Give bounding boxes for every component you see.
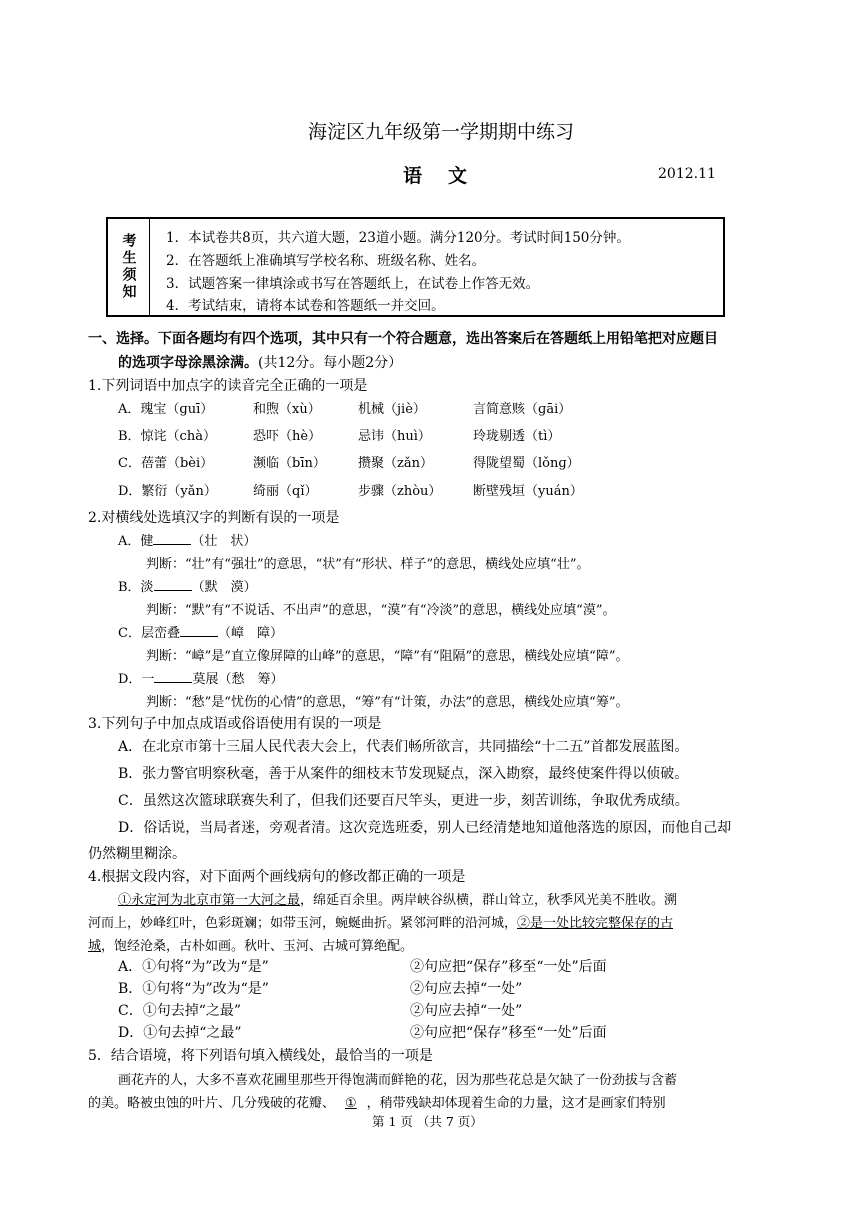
subject-title: 语文 xyxy=(403,165,494,187)
q2-judge-b: 判断：“默”有“不说话、不出声”的意思，“漠”有“冷淡”的意思，横线处应填“漠”。 xyxy=(146,603,616,618)
q4-option-c1: C．①句去掉“之最” xyxy=(118,1003,242,1019)
q5-passage-line1: 画花卉的人，大多不喜欢花圃里那些开得饱满而鲜艳的花，因为那些花总是欠缺了一份劲拔与含蓄 xyxy=(118,1073,678,1088)
q5-blank-number: ① xyxy=(345,1096,357,1111)
question-3-stem: 3.下列句子中加点成语或俗语使用有误的一项是 xyxy=(88,716,382,732)
q4-passage-line1 xyxy=(118,889,677,908)
q5-blank-1 xyxy=(335,1096,367,1111)
q1-option-a4: 言简意赅（ɡāi） xyxy=(473,402,572,417)
question-4-stem: 4.根据文段内容，对下面两个画线病句的修改都正确的一项是 xyxy=(88,869,466,885)
q2-option-c-pre: C．层峦叠 xyxy=(118,626,180,641)
page-footer: 第 1 页 （共 7 页） xyxy=(372,1114,483,1129)
q1-option-a3: 机械（jiè） xyxy=(358,402,426,417)
q2-option-d-pre: D．一 xyxy=(118,672,155,687)
answer-blank xyxy=(153,531,191,545)
q1-option-a2: 和煦（xù） xyxy=(253,402,321,417)
q2-option-a-post: （壮 状） xyxy=(191,534,257,549)
q5-passage-text: 的美。略被虫蚀的叶片、几分残破的花瓣、 xyxy=(88,1096,336,1111)
notice-item: 4．考试结束，请将本试卷和答题纸一并交回。 xyxy=(166,298,445,314)
q2-judge-c: 判断：“嶂”是“直立像屏障的山峰”的意思，“障”有“阻隔”的意思，横线处应填“障”。 xyxy=(146,649,629,664)
notice-label: 考生须知 xyxy=(120,233,137,301)
q4-passage-line3 xyxy=(88,935,413,954)
notice-box xyxy=(106,217,725,317)
q1-option-c2: 濒临（bīn） xyxy=(253,456,326,471)
q1-option-d2: 绮丽（qǐ） xyxy=(253,484,318,499)
q4-option-b1: B．①句将“为”改为“是” xyxy=(118,981,269,997)
q1-option-d4: 断壁残垣（yuán） xyxy=(473,484,583,499)
q4-option-c2: ②句应去掉“一处” xyxy=(410,1003,523,1019)
exam-title: 海淀区九年级第一学期期中练习 xyxy=(308,121,575,143)
q4-option-d1: D．①句去掉“之最” xyxy=(118,1025,242,1041)
q2-option-d-post: 莫展（愁 筹） xyxy=(192,672,284,687)
section-heading: 一、选择。下面各题均有四个选项，其中只有一个符合题意，选出答案后在答题纸上用铅笔把对应题目 xyxy=(88,331,718,347)
q5-passage-text: ，稍带残缺却体现着生命的力量，这才是画家们特别 xyxy=(366,1096,666,1111)
q4-passage-text: ，绵延百余里。两岸峡谷纵横，群山耸立，秋季风光美不胜收。溯 xyxy=(300,893,678,908)
q2-option-c xyxy=(118,622,283,641)
q4-passage-text: 河而上，妙峰红叶，色彩斑斓；如带玉河，蜿蜒曲折。紧邻河畔的沿河城， xyxy=(88,916,518,931)
q1-option-b1: B．惊诧（chà） xyxy=(118,429,216,444)
notice-item: 1．本试卷共8页，共六道大题，23道小题。满分120分。考试时间150分钟。 xyxy=(166,230,630,246)
answer-blank xyxy=(154,669,192,683)
q4-option-d2: ②句应把“保存”移至“一处”后面 xyxy=(410,1025,607,1041)
notice-label-cell xyxy=(108,219,150,315)
question-1-stem: 1.下列词语中加点字的读音完全正确的一项是 xyxy=(88,378,368,394)
q2-option-c-post: （嶂 障） xyxy=(217,626,283,641)
q2-option-a xyxy=(118,530,256,549)
q1-option-b2: 恐吓（hè） xyxy=(253,429,322,444)
q2-judge-a: 判断：“壮”有“强壮”的意思，“状”有“形状、样子”的意思，横线处应填“壮”。 xyxy=(146,557,590,572)
q2-option-b-pre: B．淡 xyxy=(118,580,154,595)
section-heading-cont xyxy=(118,352,402,372)
q1-option-c4: 得陇望蜀（lǒnɡ） xyxy=(473,456,580,471)
q3-option-b: B．张力警官明察秋毫，善于从案件的细枝末节发现疑点，深入勘察，最终使案件得以侦破。 xyxy=(118,766,689,782)
q2-judge-d: 判断：“愁”是“忧伤的心情”的意思，“筹”有“计策，办法”的意思，横线处应填“筹”。 xyxy=(146,695,629,710)
q3-option-d: D．俗话说，当局者迷，旁观者清。这次竞选班委，别人已经清楚地知道他落选的原因，而他自己却 xyxy=(118,820,732,836)
q3-option-a: A．在北京市第十三届人民代表大会上，代表们畅所欲言，共同描绘“十二五”首都发展蓝图。 xyxy=(118,739,689,755)
q4-passage-text: ，饱经沧桑，古朴如画。秋叶、玉河、古城可算绝配。 xyxy=(101,939,414,954)
notice-item: 2．在答题纸上准确填写学校名称、班级名称、姓名。 xyxy=(166,253,486,269)
q2-option-d xyxy=(118,668,283,687)
q1-option-d1: D．繁衍（yǎn） xyxy=(118,484,217,499)
q5-passage-line2 xyxy=(88,1092,666,1111)
q4-passage-line2 xyxy=(88,912,673,931)
section-heading-bold: 的选项字母涂黑涂满。 xyxy=(118,355,258,371)
notice-item: 3．试题答案一律填涂或书写在答题纸上，在试卷上作答无效。 xyxy=(166,276,540,292)
q1-option-d3: 步骤（zhòu） xyxy=(358,484,442,499)
q2-option-b-post: （默 漠） xyxy=(191,580,257,595)
question-2-stem: 2.对横线处选填汉字的判断有误的一项是 xyxy=(88,510,340,526)
answer-blank xyxy=(154,577,192,591)
q4-option-a2: ②句应把“保存”移至“一处”后面 xyxy=(410,959,607,975)
q4-option-a1: A．①句将“为”改为“是” xyxy=(118,959,269,975)
question-5-stem: 5．结合语境，将下列语句填入横线处，最恰当的一项是 xyxy=(88,1048,433,1064)
answer-blank xyxy=(180,623,218,637)
q2-option-b xyxy=(118,576,257,595)
q2-option-a-pre: A．健 xyxy=(118,534,154,549)
q1-option-b4: 玲珑剔透（tì） xyxy=(473,429,561,444)
q4-sentence-2-cont: 城 xyxy=(88,939,102,954)
section-heading-points: (共12分。每小题2分） xyxy=(258,355,403,371)
q3-option-c: C．虽然这次篮球联赛失利了，但我们还要百尺竿头，更进一步，刻苦训练，争取优秀成绩。 xyxy=(118,793,689,809)
exam-date: 2012.11 xyxy=(658,166,716,182)
q3-option-d-cont: 仍然糊里糊涂。 xyxy=(88,846,186,862)
q1-option-a1: A．瑰宝（ɡuī） xyxy=(118,402,214,417)
q1-option-c3: 攒聚（zǎn） xyxy=(358,456,433,471)
q4-option-b2: ②句应去掉“一处” xyxy=(410,981,523,997)
q4-sentence-2: ②是一处比较完整保存的古 xyxy=(517,916,674,931)
q1-option-c1: C．蓓蕾（bèi） xyxy=(118,456,214,471)
q4-sentence-1: ①永定河为北京市第一大河之最 xyxy=(118,893,301,908)
q1-option-b3: 忌讳（huì） xyxy=(358,429,431,444)
